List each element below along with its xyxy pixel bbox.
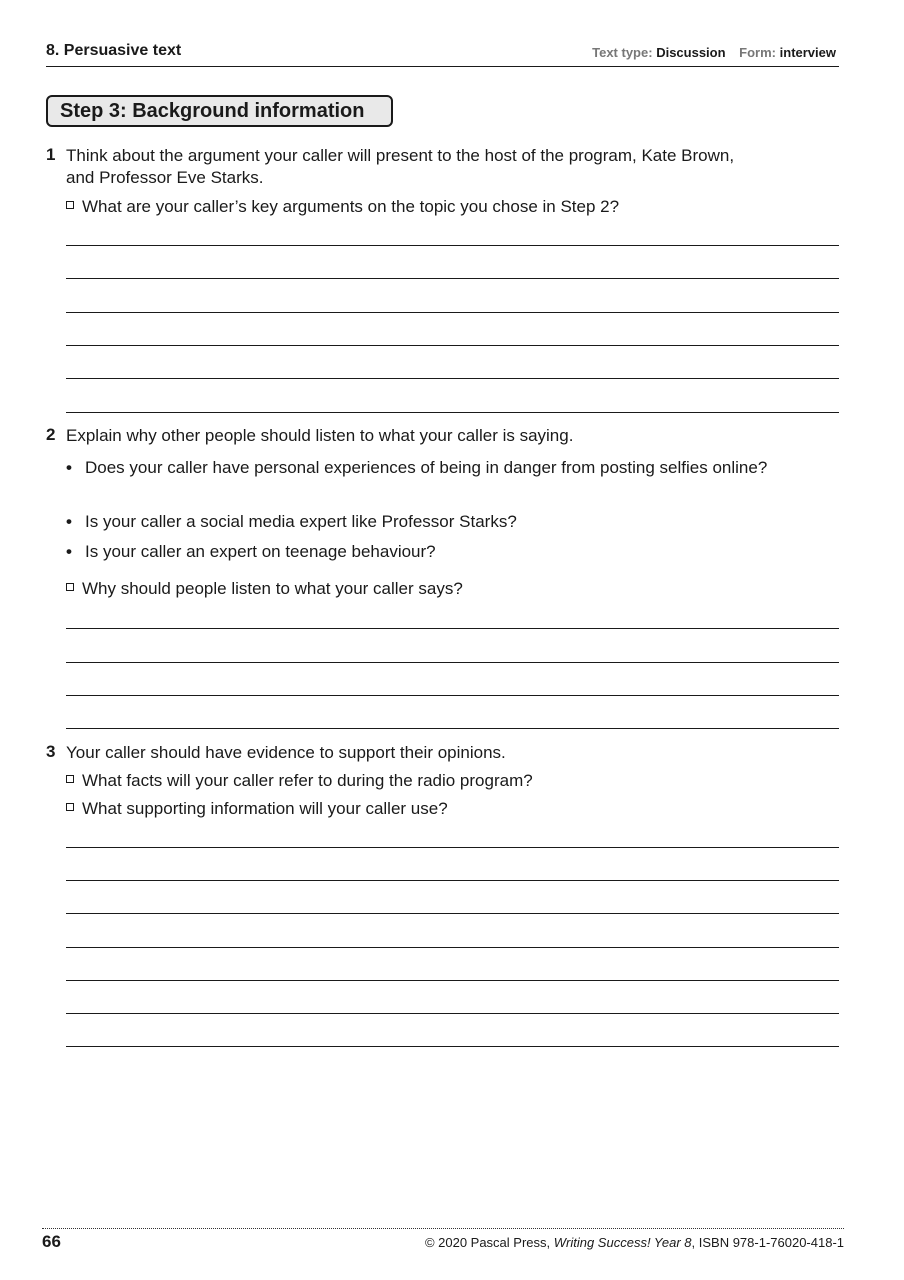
footer-divider: [42, 1228, 844, 1229]
bullet-icon: •: [66, 458, 72, 477]
answer-line[interactable]: [66, 378, 839, 379]
question-1-text: [66, 145, 836, 189]
question-2-bullet-text: Is your caller a social media expert like Professor Starks?: [85, 512, 517, 531]
question-2-bullet-text: Does your caller have personal experiences of being in danger from posting selfies online?: [85, 458, 768, 477]
answer-line[interactable]: [66, 728, 839, 729]
text-type-value: Discussion: [656, 45, 726, 60]
checkbox-square-icon: [66, 583, 74, 591]
copyright-notice: [425, 1235, 844, 1250]
question-3-prompt-text: What supporting information will your caller use?: [82, 799, 448, 818]
checkbox-square-icon: [66, 201, 74, 209]
answer-line[interactable]: [66, 847, 839, 848]
answer-line[interactable]: [66, 980, 839, 981]
answer-line[interactable]: [66, 695, 839, 696]
step-heading: Step 3: Background information: [46, 95, 393, 127]
book-title: Writing Success! Year 8: [553, 1235, 692, 1250]
header-divider: [46, 66, 839, 67]
answer-line[interactable]: [66, 345, 839, 346]
question-1-prompt: [66, 197, 619, 217]
question-1-prompt-text: What are your caller’s key arguments on the topic you chose in Step 2?: [82, 197, 620, 216]
section-title: 8. Persuasive text: [46, 42, 182, 59]
answer-line[interactable]: [66, 1013, 839, 1014]
question-2-bullet: [66, 541, 806, 563]
question-1-text-line1: Think about the argument your caller will present to the host of the program, Kate Brown,: [66, 146, 735, 165]
bullet-icon: •: [66, 512, 72, 531]
bullet-icon: •: [66, 542, 72, 561]
isbn: , ISBN 978-1-76020-418-1: [691, 1235, 844, 1250]
answer-line[interactable]: [66, 880, 839, 881]
question-3-text: Your caller should have evidence to support their opinions.: [66, 743, 506, 762]
checkbox-square-icon: [66, 775, 74, 783]
text-type-info: [592, 45, 836, 60]
form-label: Form:: [739, 45, 777, 60]
question-2-number: 2: [46, 425, 56, 444]
text-type-label: Text type:: [592, 45, 653, 60]
answer-line[interactable]: [66, 412, 839, 413]
form-value: interview: [779, 45, 836, 60]
page-number: 66: [42, 1232, 61, 1251]
answer-line[interactable]: [66, 278, 839, 279]
question-2-prompt: [66, 579, 463, 599]
answer-line[interactable]: [66, 312, 839, 313]
answer-line[interactable]: [66, 1046, 839, 1047]
question-2-bullet: [66, 511, 806, 533]
question-3-number: 3: [46, 742, 56, 761]
question-3-prompt: [66, 799, 448, 819]
question-3-prompt-text: What facts will your caller refer to during the radio program?: [82, 771, 533, 790]
question-2-prompt-text: Why should people listen to what your caller says?: [82, 579, 463, 598]
answer-line[interactable]: [66, 913, 839, 914]
question-3-prompt: [66, 771, 533, 791]
question-2-bullet-text: Is your caller an expert on teenage behaviour?: [85, 542, 436, 561]
answer-line[interactable]: [66, 662, 839, 663]
copyright-prefix: © 2020 Pascal Press,: [424, 1235, 554, 1250]
answer-line[interactable]: [66, 245, 839, 246]
question-1-text-line2: and Professor Eve Starks.: [66, 168, 264, 187]
question-2-bullet: [66, 457, 806, 479]
question-2-text: Explain why other people should listen to what your caller is saying.: [66, 426, 574, 445]
answer-line[interactable]: [66, 628, 839, 629]
checkbox-square-icon: [66, 803, 74, 811]
answer-line[interactable]: [66, 947, 839, 948]
question-1-number: 1: [46, 145, 56, 164]
